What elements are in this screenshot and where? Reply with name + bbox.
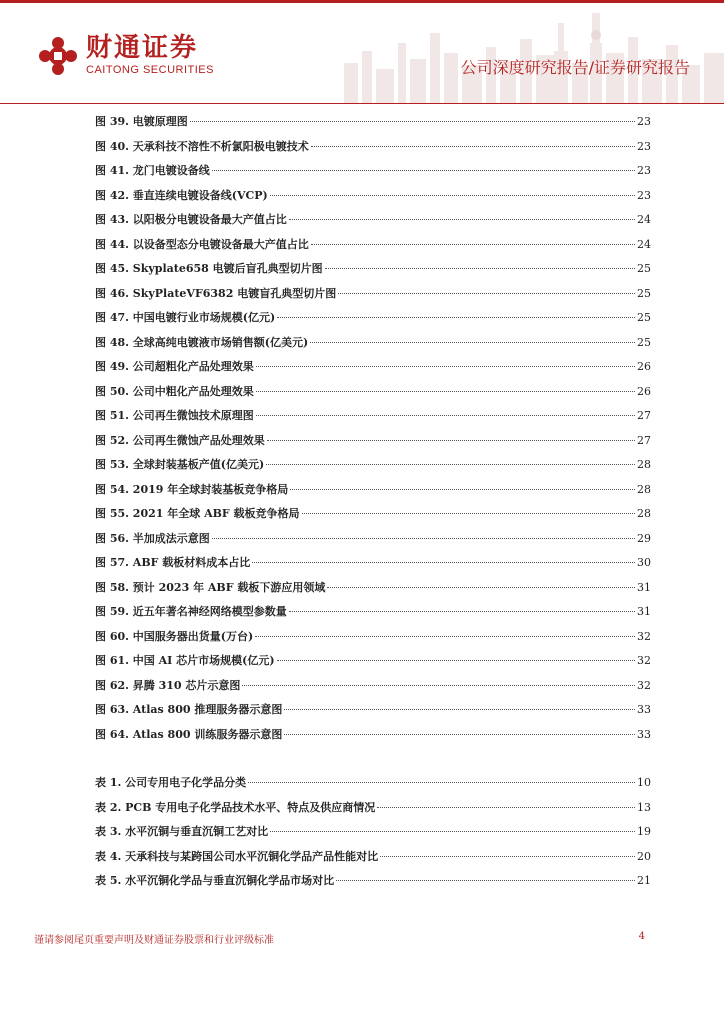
dot-leader	[327, 587, 635, 588]
toc-figure-entry-label: 图 59. 近五年著名神经网络模型参数量	[95, 605, 287, 618]
toc-table-entry-page: 19	[637, 825, 651, 838]
dot-leader	[310, 342, 635, 343]
toc-figure-entry-page: 26	[637, 360, 651, 373]
dot-leader	[290, 489, 635, 490]
toc-table-entry-label: 表 3. 水平沉铜与垂直沉铜工艺对比	[95, 825, 269, 838]
toc-table-entry-page: 10	[637, 776, 651, 789]
dot-leader	[302, 513, 635, 514]
toc-figure-entry-page: 26	[637, 384, 651, 398]
toc-figure-entry-page: 24	[637, 213, 651, 226]
toc-figure-entry[interactable]	[95, 159, 651, 184]
toc-figure-entry-page: 23	[637, 188, 651, 202]
toc-figure-entry-label: 图 39. 电镀原理图	[95, 115, 188, 128]
dot-leader	[338, 293, 635, 294]
dot-leader	[377, 807, 635, 808]
toc-figure-entry-page: 28	[637, 482, 651, 496]
toc-table-entry[interactable]	[95, 820, 651, 845]
toc-figure-entry[interactable]	[95, 478, 651, 503]
toc-table-entry-page: 13	[637, 800, 651, 814]
dot-leader	[266, 464, 635, 465]
toc-figure-entry[interactable]	[95, 674, 651, 699]
toc-figure-entry-page: 24	[637, 237, 651, 251]
toc-table-entry-page: 21	[637, 874, 651, 887]
toc-figure-entry[interactable]	[95, 355, 651, 380]
toc-figure-entry[interactable]	[95, 576, 651, 601]
toc-table-entry-label: 表 4. 天承科技与某跨国公司水平沉铜化学品产品性能对比	[95, 849, 379, 863]
toc-figure-entry-page: 31	[637, 580, 651, 594]
toc-figure-entry[interactable]	[95, 233, 651, 258]
table-of-contents	[95, 110, 651, 894]
list-gap	[95, 747, 651, 771]
toc-figure-entry[interactable]	[95, 380, 651, 405]
toc-figure-entry-page: 28	[637, 458, 651, 471]
dot-leader	[270, 831, 635, 832]
footer-disclaimer: 谨请参阅尾页重要声明及财通证券股票和行业评级标准	[34, 935, 274, 946]
toc-figure-entry[interactable]	[95, 306, 651, 331]
toc-figure-entry-label: 图 63. Atlas 800 推理服务器示意图	[95, 703, 283, 716]
dot-leader	[277, 317, 635, 318]
toc-figure-entry[interactable]	[95, 502, 651, 527]
toc-figure-entry[interactable]	[95, 625, 651, 650]
toc-figure-entry-page: 23	[637, 139, 651, 153]
toc-figure-entry[interactable]	[95, 184, 651, 209]
header-divider	[0, 103, 724, 104]
toc-figure-entry-label: 图 47. 中国电镀行业市场规模(亿元)	[95, 311, 276, 324]
toc-figure-entry[interactable]	[95, 404, 651, 429]
toc-figure-entry-page: 25	[637, 262, 651, 275]
dot-leader	[284, 709, 635, 710]
toc-figure-entry-page: 32	[637, 629, 651, 643]
toc-table-entry-label: 表 2. PCB 专用电子化学品技术水平、特点及供应商情况	[95, 800, 376, 814]
toc-figure-entry-label: 图 51. 公司再生微蚀技术原理图	[95, 409, 254, 422]
toc-figure-entry-label: 图 48. 全球高纯电镀液市场销售额(亿美元)	[95, 335, 309, 349]
city-skyline-graphic	[324, 3, 724, 103]
toc-figure-entry-label: 图 46. SkyPlateVF6382 电镀盲孔典型切片图	[95, 286, 337, 300]
coin-logo-icon	[38, 36, 78, 76]
dot-leader	[284, 734, 635, 735]
page-number: 4	[638, 931, 645, 942]
toc-figure-entry[interactable]	[95, 429, 651, 454]
toc-figure-entry[interactable]	[95, 331, 651, 356]
toc-figure-entry[interactable]	[95, 551, 651, 576]
toc-table-entry[interactable]	[95, 845, 651, 870]
toc-figure-entry[interactable]	[95, 453, 651, 478]
dot-leader	[311, 244, 635, 245]
toc-figure-entry-page: 27	[637, 433, 651, 447]
toc-figure-entry-label: 图 52. 公司再生微蚀产品处理效果	[95, 433, 265, 447]
toc-figure-entry-page: 31	[637, 605, 651, 618]
toc-figure-entry-page: 27	[637, 409, 651, 422]
dot-leader	[267, 440, 635, 441]
toc-table-entry[interactable]	[95, 796, 651, 821]
toc-figure-entry-page: 29	[637, 531, 651, 545]
dot-leader	[311, 146, 635, 147]
toc-figure-entry-label: 图 60. 中国服务器出货量(万台)	[95, 629, 254, 643]
toc-table-entry-label: 表 1. 公司专用电子化学品分类	[95, 776, 247, 789]
dot-leader	[277, 660, 635, 661]
toc-figure-entry[interactable]	[95, 282, 651, 307]
dot-leader	[248, 782, 635, 783]
dot-leader	[256, 391, 635, 392]
dot-leader	[380, 856, 635, 857]
toc-figure-entry-label: 图 42. 垂直连续电镀设备线(VCP)	[95, 188, 268, 202]
tables-list	[95, 771, 651, 894]
toc-table-entry[interactable]	[95, 869, 651, 894]
page-header	[0, 3, 724, 103]
toc-figure-entry-page: 28	[637, 507, 651, 520]
brand-logo	[38, 34, 214, 77]
toc-figure-entry-page: 33	[637, 727, 651, 741]
toc-figure-entry-label: 图 64. Atlas 800 训练服务器示意图	[95, 727, 283, 741]
dot-leader	[289, 219, 635, 220]
dot-leader	[270, 195, 635, 196]
toc-figure-entry-label: 图 57. ABF 载板材料成本占比	[95, 556, 251, 569]
toc-table-entry[interactable]	[95, 771, 651, 796]
dot-leader	[256, 366, 635, 367]
toc-figure-entry[interactable]	[95, 208, 651, 233]
dot-leader	[325, 268, 635, 269]
toc-figure-entry-page: 30	[637, 556, 651, 569]
dot-leader	[255, 636, 635, 637]
toc-figure-entry-page: 25	[637, 335, 651, 349]
dot-leader	[336, 880, 635, 881]
toc-figure-entry-label: 图 61. 中国 AI 芯片市场规模(亿元)	[95, 654, 275, 667]
dot-leader	[289, 611, 635, 612]
dot-leader	[256, 415, 635, 416]
toc-figure-entry-page: 25	[637, 286, 651, 300]
toc-figure-entry-label: 图 40. 天承科技不溶性不析氯阳极电镀技术	[95, 139, 309, 153]
toc-table-entry-label: 表 5. 水平沉铜化学品与垂直沉铜化学品市场对比	[95, 874, 335, 887]
toc-figure-entry-label: 图 43. 以阳极分电镀设备最大产值占比	[95, 213, 287, 226]
dot-leader	[212, 170, 635, 171]
toc-figure-entry[interactable]	[95, 527, 651, 552]
dot-leader	[242, 685, 635, 686]
toc-table-entry-page: 20	[637, 849, 651, 863]
toc-figure-entry-label: 图 44. 以设备型态分电镀设备最大产值占比	[95, 237, 309, 251]
toc-figure-entry-label: 图 41. 龙门电镀设备线	[95, 164, 210, 177]
dot-leader	[212, 538, 635, 539]
toc-figure-entry[interactable]	[95, 257, 651, 282]
toc-figure-entry-page: 32	[637, 678, 651, 692]
toc-figure-entry[interactable]	[95, 698, 651, 723]
toc-figure-entry-page: 23	[637, 115, 651, 128]
toc-figure-entry-label: 图 56. 半加成法示意图	[95, 531, 210, 545]
figures-list	[95, 110, 651, 747]
toc-figure-entry-label: 图 58. 预计 2023 年 ABF 载板下游应用领域	[95, 580, 326, 594]
toc-figure-entry[interactable]	[95, 649, 651, 674]
toc-figure-entry-page: 25	[637, 311, 651, 324]
brand-name-en: CAITONG SECURITIES	[86, 64, 214, 76]
toc-figure-entry[interactable]	[95, 600, 651, 625]
toc-figure-entry-label: 图 45. Skyplate658 电镀后盲孔典型切片图	[95, 262, 323, 275]
toc-figure-entry[interactable]	[95, 135, 651, 160]
dot-leader	[252, 562, 635, 563]
toc-figure-entry-label: 图 62. 昇腾 310 芯片示意图	[95, 678, 241, 692]
toc-figure-entry-label: 图 50. 公司中粗化产品处理效果	[95, 384, 254, 398]
dot-leader	[190, 121, 635, 122]
toc-figure-entry-label: 图 54. 2019 年全球封装基板竞争格局	[95, 482, 289, 496]
toc-figure-entry-page: 33	[637, 703, 651, 716]
toc-figure-entry-page: 32	[637, 654, 651, 667]
toc-figure-entry[interactable]	[95, 723, 651, 748]
report-type-title: 公司深度研究报告/证券研究报告	[460, 58, 690, 77]
toc-figure-entry-label: 图 55. 2021 年全球 ABF 载板竞争格局	[95, 507, 300, 520]
toc-figure-entry-label: 图 49. 公司超粗化产品处理效果	[95, 360, 254, 373]
toc-figure-entry[interactable]	[95, 110, 651, 135]
toc-figure-entry-label: 图 53. 全球封装基板产值(亿美元)	[95, 458, 265, 471]
toc-figure-entry-page: 23	[637, 164, 651, 177]
brand-name-cn: 财通证券	[86, 33, 199, 63]
